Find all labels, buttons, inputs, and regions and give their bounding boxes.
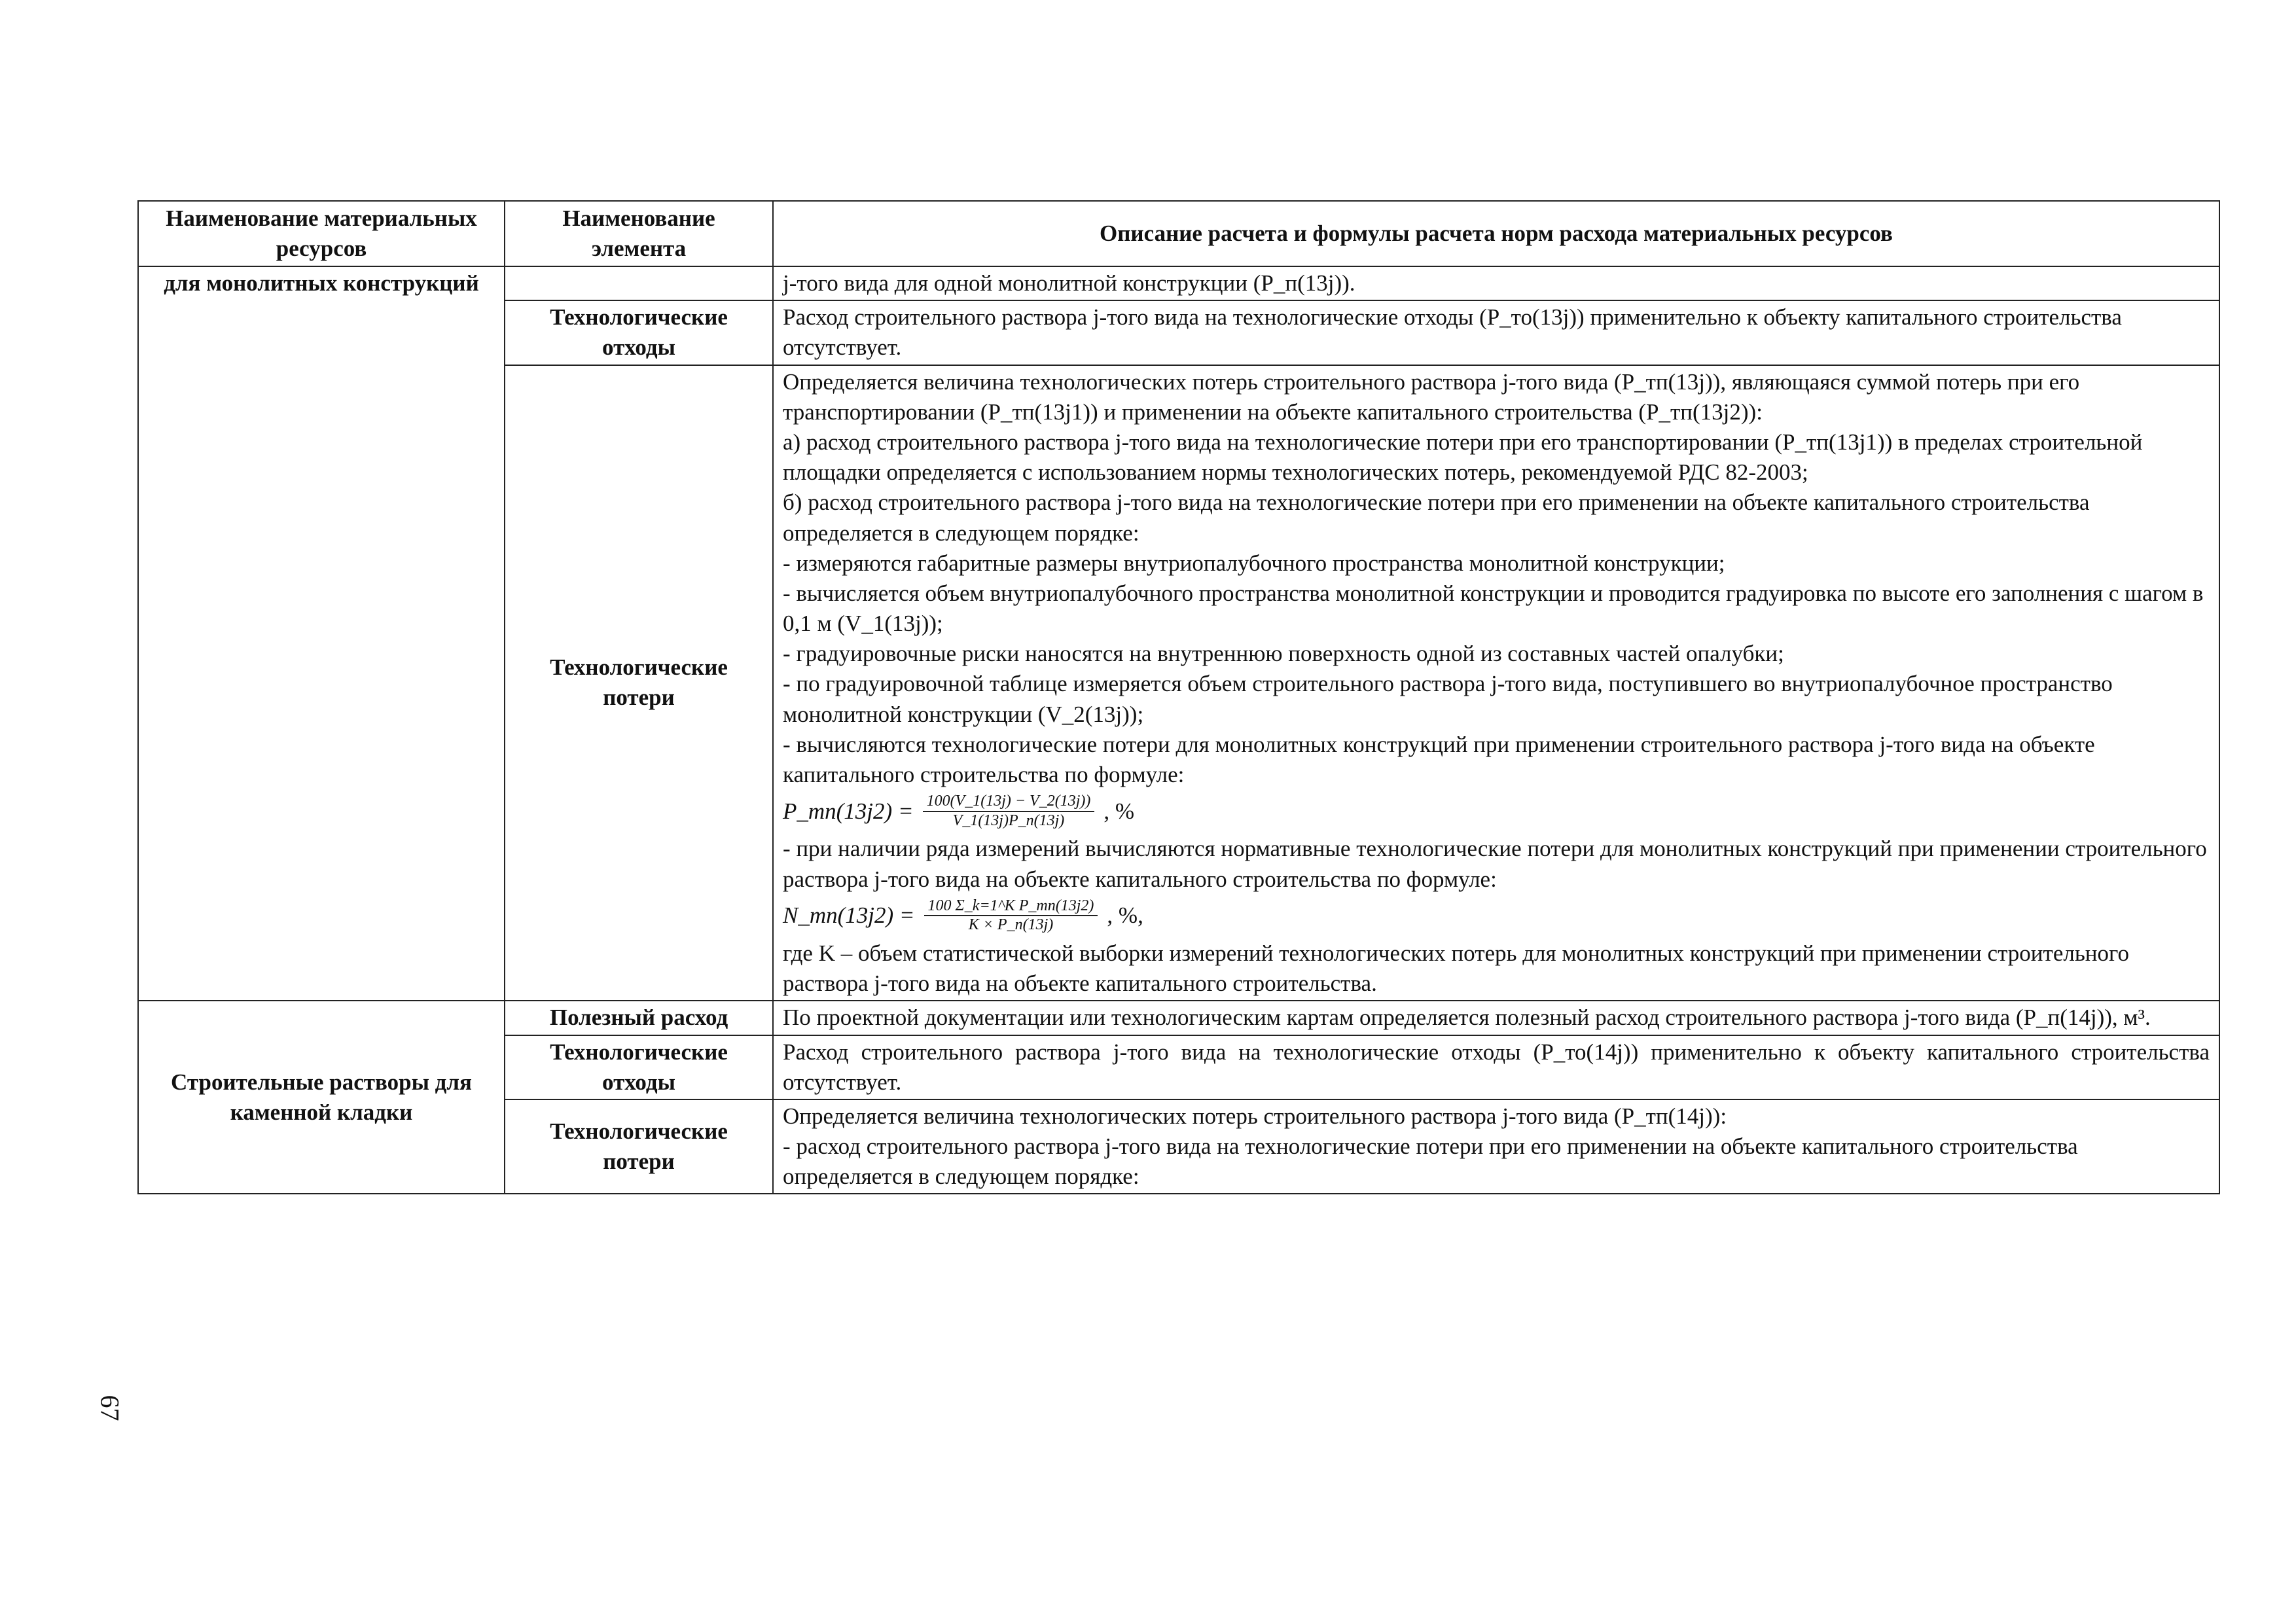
- description-cell: j-того вида для одной монолитной конструкции (P_п(13j)).: [773, 266, 2219, 300]
- header-resource-name: Наименование материальных ресурсов: [138, 201, 505, 266]
- formula-loss: [783, 793, 2210, 830]
- table-row: [138, 1001, 2219, 1035]
- element-cell: Технологические отходы: [505, 300, 773, 365]
- formula-norm: [783, 897, 2210, 935]
- desc-line: - вычисляются технологические потери для монолитных конструкций при применении строительного раствора j-того вида на объекте капитального строительства по формуле:: [783, 731, 2095, 787]
- description-cell: [773, 365, 2219, 1001]
- desc-line: - по градуировочной таблице измеряется объем строительного раствора j-того вида, поступившего во внутриопалубочное пространство монолитной конструкции (V_2(13j));: [783, 671, 2113, 727]
- formula-denominator: K × P_п(13j): [968, 916, 1054, 934]
- resource-name-cell: для монолитных конструкций: [138, 266, 505, 1001]
- desc-line: Определяется величина технологических потерь строительного раствора j-того вида (P_тп(13j)), являющаяся суммой потерь при его транспортировании (P_тп(13j1)) и применении на объекте капитального строительства (P_тп(13j2)):: [783, 368, 2080, 425]
- element-cell: [505, 266, 773, 300]
- desc-line: - измеряются габаритные размеры внутриопалубочного пространства монолитной конструкции;: [783, 550, 1725, 576]
- page-number: 67: [95, 1395, 125, 1421]
- formula-lhs: P_тп(13j2) =: [783, 798, 914, 824]
- description-cell: Расход строительного раствора j-того вида на технологические отходы (P_то(14j)) применительно к объекту капитального строительства отсутствует.: [773, 1035, 2219, 1099]
- element-cell: Технологические отходы: [505, 1035, 773, 1099]
- formula-lhs: N_тп(13j2) =: [783, 902, 915, 929]
- resource-name-cell: Строительные растворы для каменной кладки: [138, 1001, 505, 1194]
- formula-numerator: 100 Σ_k=1^K P_тп(13j2): [924, 897, 1098, 917]
- formula-fraction: [923, 793, 1095, 830]
- desc-line: - расход строительного раствора j-того вида на технологические потери при его применении на объекте капитального строительства определяется в следующем порядке:: [783, 1133, 2078, 1190]
- formula-denominator: V_1(13j)P_п(13j): [952, 812, 1065, 829]
- table-row: [138, 266, 2219, 300]
- desc-line: - вычисляется объем внутриопалубочного пространства монолитной конструкции и проводится градуировка по высоте его заполнения с шагом в 0,1 м (V_1(13j));: [783, 580, 2204, 637]
- description-cell: Расход строительного раствора j-того вида на технологические отходы (P_то(13j)) применительно к объекту капитального строительства отсутствует.: [773, 300, 2219, 365]
- formula-fraction: [924, 897, 1098, 935]
- header-row: [138, 201, 2219, 266]
- desc-line: б) расход строительного раствора j-того вида на технологические потери при его применении на объекте капитального строительства определяется в следующем порядке:: [783, 490, 2090, 546]
- description-cell: По проектной документации или технологическим картам определяется полезный расход строительного раствора j-того вида (P_п(14j)), м³.: [773, 1001, 2219, 1035]
- element-cell: Полезный расход: [505, 1001, 773, 1035]
- element-cell: Технологические потери: [505, 1099, 773, 1194]
- formula-unit: , %,: [1107, 902, 1143, 929]
- desc-line: - градуировочные риски наносятся на внутреннюю поверхность одной из составных частей опалубки;: [783, 641, 1784, 667]
- element-cell: Технологические потери: [505, 365, 773, 1001]
- desc-line: Определяется величина технологических потерь строительного раствора j-того вида (P_тп(14j)):: [783, 1103, 1727, 1129]
- formula-numerator: 100(V_1(13j) − V_2(13j)): [923, 793, 1095, 812]
- header-description: Описание расчета и формулы расчета норм расхода материальных ресурсов: [773, 201, 2219, 266]
- description-cell: [773, 1099, 2219, 1194]
- desc-line: где K – объем статистической выборки измерений технологических потерь для монолитных конструкций при применении строительного раствора j-того вида на объекте капитального строительства.: [783, 940, 2130, 997]
- desc-line: - при наличии ряда измерений вычисляются нормативные технологические потери для монолитных конструкций при применении строительного раствора j-того вида на объекте капитального строительства по формуле:: [783, 836, 2207, 892]
- desc-line: а) расход строительного раствора j-того вида на технологические потери при его транспортировании (P_тп(13j1)) в пределах строительной площадки определяется с использованием нормы технологических потерь, рекомендуемой РДС 82-2003;: [783, 429, 2143, 486]
- formula-unit: , %: [1103, 798, 1135, 824]
- header-element-name: Наименование элемента: [505, 201, 773, 266]
- norms-table: [137, 200, 2220, 1194]
